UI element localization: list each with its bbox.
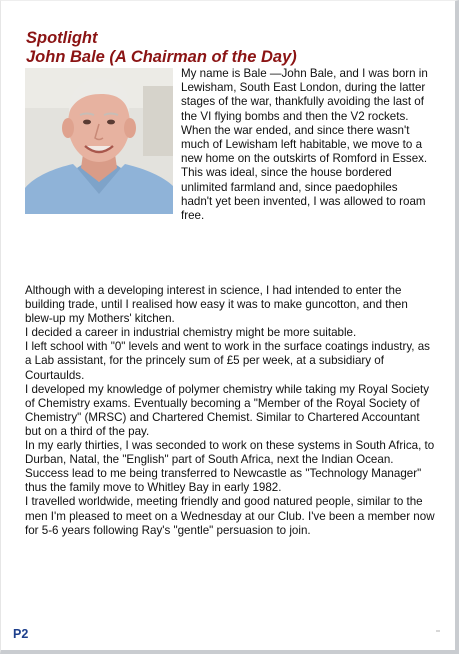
portrait-photo-icon [25,68,173,214]
article-heading [26,29,297,67]
intro-text [181,67,429,223]
body-paragraph: In my early thirties, I was seconded to work on these systems in South Africa, to Durban, Natal, the "English" part of South Africa, next the Indian Ocean. [25,439,435,467]
article-body [25,284,437,538]
body-paragraph: I travelled worldwide, meeting friendly and good natured people, similar to the men I'm pleased to meet on a Wednesday at our Club. I've been a member now for 5-6 years following Ray's "gentle" persuasion to join. [25,495,435,537]
section-label: Spotlight [26,29,98,47]
body-paragraph: I left school with "0" levels and went to work in the surface coatings industry, as a Lab assistant, for the princely sum of £5 per week, at a subsidiary of Courtaulds. [25,340,430,382]
body-paragraph: Success lead to me being transferred to Newcastle as "Technology Manager" thus the family move to Whitley Bay in early 1982. [25,467,422,495]
intro-paragraph: This was ideal, since the house bordered unlimited farmland and, since paedophiles hadn't yet been invented, I was allowed to roam free. [181,166,426,223]
intro-paragraph: My name is Bale —John Bale, and I was born in Lewisham, South East London, during the latter stages of the war, thankfully avoiding the last of the VI flying bombs and then the V2 rockets. When the war ended, and since there wasn't much of Lewisham left habitable, we move to a new home on the outskirts of Romford in Essex. [181,67,428,166]
body-paragraph: I developed my knowledge of polymer chemistry while taking my Royal Society of Chemistry exams. Eventually becoming a "Member of the Royal Society of Chemistry" (MRSC) and Chartered Chemist. Similar to Chartered Accountant but on a third of the pay. [25,382,430,438]
article-title: John Bale (A Chairman of the Day) [26,48,297,66]
body-paragraph: Although with a developing interest in science, I had intended to enter the building trade, until I realised how easy it was to make guncotton, and then blew-up my Mothers' kitchen. [25,284,408,326]
page-number: P2 [13,627,29,641]
portrait-photo [25,68,173,214]
print-speck [436,630,440,632]
body-paragraph: I decided a career in industrial chemistry might be more suitable. [25,326,357,340]
